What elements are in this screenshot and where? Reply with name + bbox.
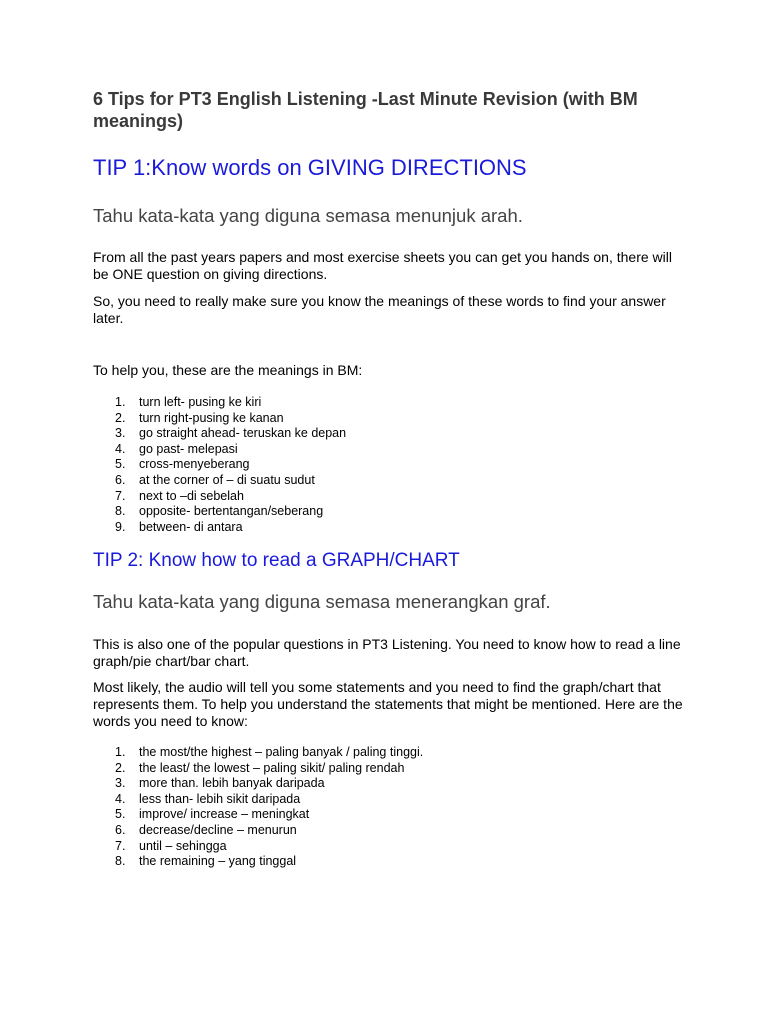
list-item	[93, 426, 346, 442]
tip1-paragraph-1: From all the past years papers and most exercise sheets you can get you hands on, there will be ONE question on giving directions.	[93, 249, 672, 282]
list-item-number: 3.	[115, 426, 126, 441]
list-item	[93, 776, 423, 792]
list-item	[93, 823, 423, 839]
list-item	[93, 745, 423, 761]
list-item-number: 4.	[115, 791, 126, 806]
list-item-number: 6.	[115, 472, 126, 487]
list-item-text: the most/the highest – paling banyak / paling tinggi.	[139, 745, 424, 759]
list-item-number: 5.	[115, 457, 126, 472]
list-item	[93, 520, 346, 536]
list-item-number: 7.	[115, 488, 126, 503]
tip1-paragraph-2: So, you need to really make sure you know the meanings of these words to find your answer later.	[93, 293, 666, 326]
list-item-text: the remaining – yang tinggal	[139, 854, 297, 869]
list-item-text: opposite- bertentangan/seberang	[139, 504, 324, 519]
list-item	[93, 761, 423, 777]
list-item-text: at the corner of – di suatu sudut	[139, 472, 315, 487]
tip1-subheading: Tahu kata-kata yang diguna semasa menunjuk arah.	[93, 205, 523, 226]
list-item	[93, 457, 346, 473]
tip1-paragraph-3: To help you, these are the meanings in BM:	[93, 362, 363, 378]
list-item-text: turn left- pusing ke kiri	[139, 395, 262, 409]
list-item-number: 8.	[115, 504, 126, 519]
document-title: 6 Tips for PT3 English Listening -Last Minute Revision (with BM meanings)	[93, 89, 638, 131]
list-item	[93, 395, 346, 411]
tip1-directions-list	[93, 395, 346, 535]
tip2-heading: TIP 2: Know how to read a GRAPH/CHART	[93, 550, 460, 571]
list-item-text: go straight ahead- teruskan ke depan	[139, 426, 347, 441]
list-item-text: less than- lebih sikit daripada	[139, 791, 301, 806]
list-item-text: turn right-pusing ke kanan	[139, 410, 284, 425]
list-item-text: decrease/decline – menurun	[139, 822, 297, 837]
list-item	[93, 839, 423, 855]
list-item-number: 1.	[115, 745, 126, 759]
list-item-text: more than. lebih banyak daripada	[139, 776, 325, 791]
list-item-number: 2.	[115, 760, 126, 775]
list-item	[93, 489, 346, 505]
list-item-number: 4.	[115, 441, 126, 456]
list-item-text: until – sehingga	[139, 838, 227, 853]
list-item	[93, 473, 346, 489]
list-item-text: improve/ increase – meningkat	[139, 807, 310, 822]
tip2-paragraph-1: This is also one of the popular questions in PT3 Listening. You need to know how to read a line graph/pie chart/bar chart.	[93, 636, 681, 669]
list-item-number: 6.	[115, 822, 126, 837]
list-item-number: 1.	[115, 395, 126, 409]
list-item	[93, 792, 423, 808]
list-item	[93, 504, 346, 520]
list-item	[93, 807, 423, 823]
list-item-text: cross-menyeberang	[139, 457, 250, 472]
list-item-text: the least/ the lowest – paling sikit/ paling rendah	[139, 760, 405, 775]
list-item-number: 8.	[115, 854, 126, 869]
tip2-graph-words-list	[93, 745, 423, 870]
list-item-text: next to –di sebelah	[139, 488, 244, 503]
list-item	[93, 442, 346, 458]
tip2-paragraph-2: Most likely, the audio will tell you some statements and you need to find the graph/chart that represents them. To help you understand the statements that might be mentioned. Here are the words you need to know:	[93, 679, 683, 729]
list-item-number: 3.	[115, 776, 126, 791]
tip1-heading: TIP 1:Know words on GIVING DIRECTIONS	[93, 155, 527, 180]
list-item-number: 9.	[115, 519, 126, 534]
list-item-number: 5.	[115, 807, 126, 822]
list-item	[93, 411, 346, 427]
list-item-text: between- di antara	[139, 519, 243, 534]
list-item-number: 2.	[115, 410, 126, 425]
list-item-text: go past- melepasi	[139, 441, 238, 456]
list-item-number: 7.	[115, 838, 126, 853]
tip2-subheading: Tahu kata-kata yang diguna semasa menerangkan graf.	[93, 591, 551, 612]
list-item	[93, 854, 423, 870]
